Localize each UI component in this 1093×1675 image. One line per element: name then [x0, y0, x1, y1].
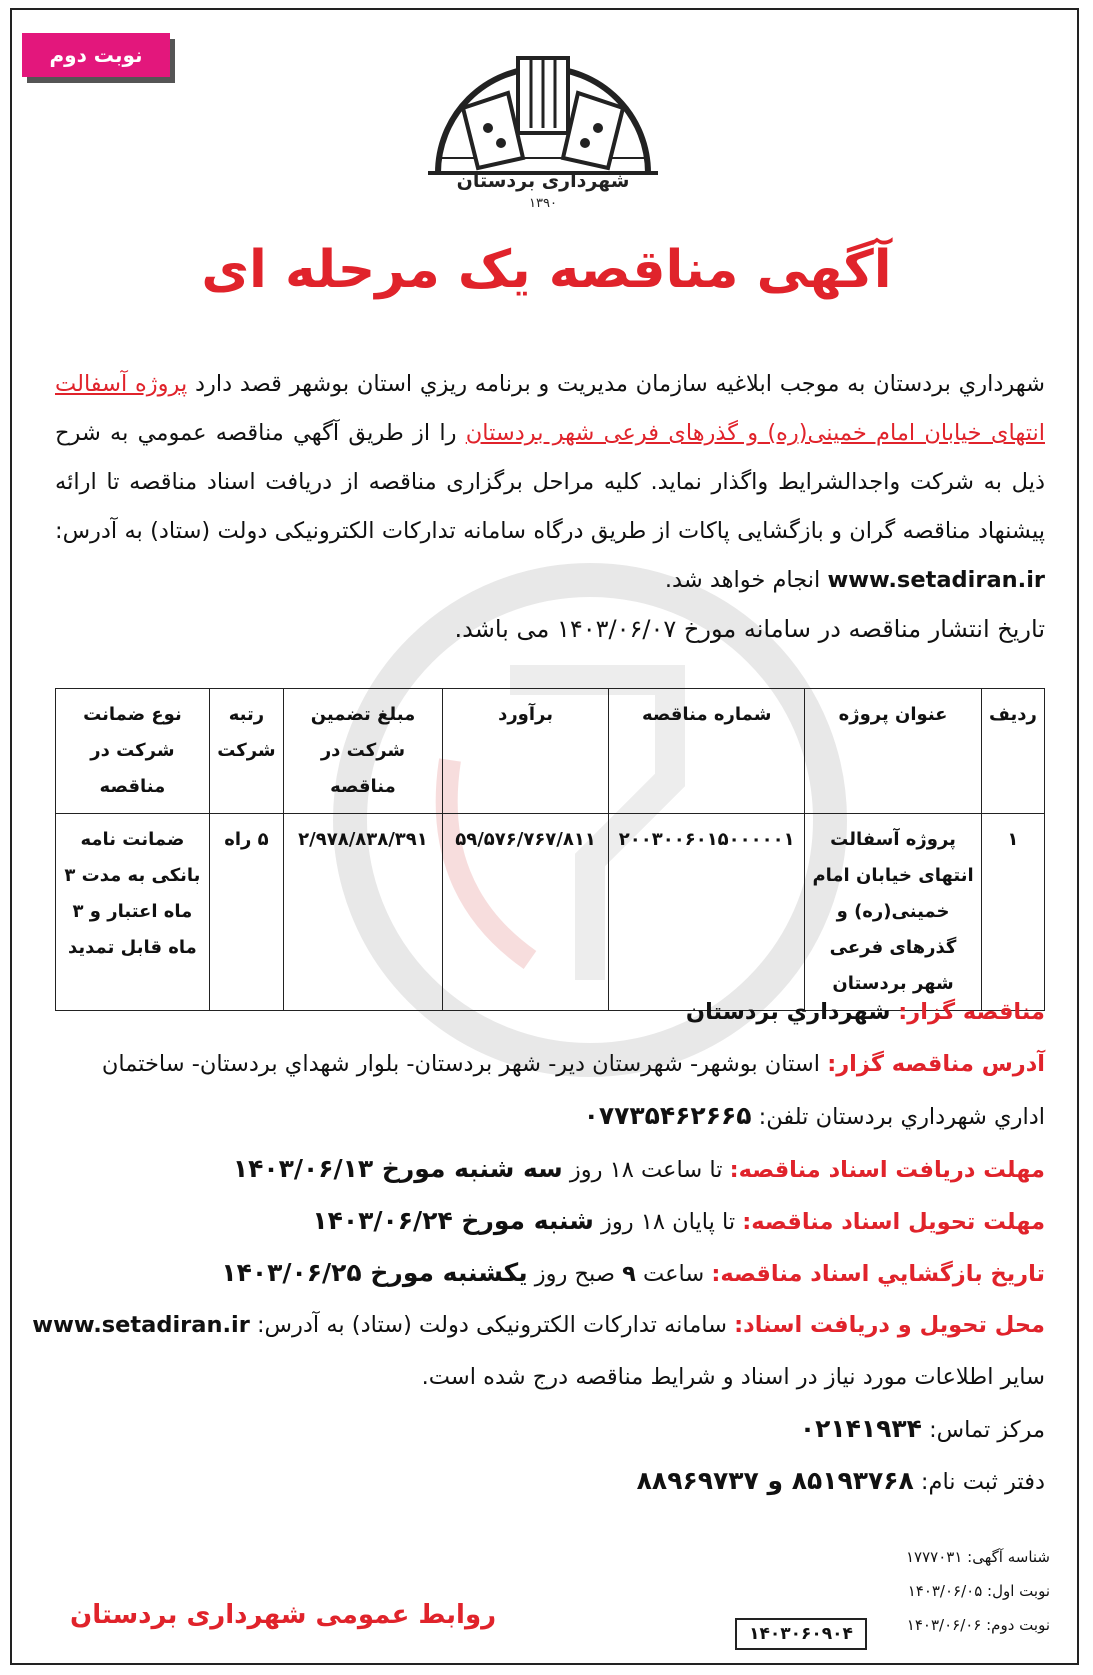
open-label: تاریخ بازگشايي اسناد مناقصه:	[711, 1261, 1045, 1287]
table-row	[56, 814, 1045, 1011]
second-round-badge: نوبت دوم	[22, 33, 170, 77]
address-row	[55, 1038, 1045, 1143]
register-row	[55, 1455, 1045, 1507]
ad-id: شناسه آگهی: ۱۷۷۷۰۳۱	[906, 1548, 1050, 1566]
registration-stamp: ۱۴۰۳۰۶۰۹۰۴	[735, 1618, 867, 1650]
page-title: آگهی مناقصه یک مرحله ای	[201, 240, 892, 300]
intro-text-2: را از طریق آگهي مناقصه عمومي به شرح ذیل به شرکت واجدالشرایط واگذار نماید. کلیه مراحل برگزاری مناقصه از دریافت اسناد مناقصه تا ارائه پیشنهاد مناقصه گران و بازگشایی پاکات از طریق درگاه سامانه تدارکات الکترونیکی دولت (ستاد) به آدرس:	[55, 420, 1045, 544]
deliver-label: مهلت تحویل اسناد مناقصه:	[742, 1209, 1045, 1235]
receive-value: تا ساعت ۱۸ روز	[562, 1157, 730, 1183]
intro-text-3: انجام خواهد شد.	[664, 567, 828, 593]
header-grade: رتبه شرکت	[209, 689, 283, 814]
publish-date: تاریخ انتشار مناقصه در سامانه مورخ ۱۴۰۳/۰۶/۰۷ می باشد.	[454, 615, 1045, 643]
other-info-row: سایر اطلاعات مورد نیاز در اسناد و شرایط مناقصه درج شده است.	[421, 1364, 1045, 1390]
intro-paragraph	[55, 360, 1045, 605]
address-value: استان بوشهر- شهرستان دیر- شهر بردستان- بلوار شهداي بردستان- ساختمان اداري شهرداري بردستان تلفن:	[101, 1051, 1045, 1130]
deliver-date: شنبه مورخ ۱۴۰۳/۰۶/۲۴	[312, 1206, 594, 1235]
header-tender-number: شماره مناقصه	[609, 689, 805, 814]
open-date: یکشنبه مورخ ۱۴۰۳/۰۶/۲۵	[221, 1258, 528, 1287]
receive-date: سه شنبه مورخ ۱۴۰۳/۰۶/۱۳	[232, 1154, 563, 1183]
place-value: سامانه تدارکات الکترونیکی دولت (ستاد) به آدرس:	[249, 1312, 735, 1338]
contact-label: مرکز تماس:	[921, 1417, 1045, 1443]
contact-value: ۰۲۱۴۱۹۳۴	[799, 1414, 922, 1443]
open-value: ساعت	[635, 1261, 712, 1287]
table-header-row	[56, 689, 1045, 814]
cell-estimate: ۵۹/۵۷۶/۷۶۷/۸۱۱	[442, 814, 608, 1011]
receive-deadline-row	[55, 1143, 1045, 1195]
register-value: ۸۵۱۹۳۷۶۸ و ۸۸۹۶۹۷۳۷	[636, 1466, 914, 1495]
open-hour: ۹	[622, 1261, 636, 1287]
deliver-deadline-row	[55, 1195, 1045, 1247]
place-label: محل تحویل و دریافت اسناد:	[734, 1312, 1045, 1338]
cell-grade: ۵ راه	[209, 814, 283, 1011]
intro-text-1: شهرداري بردستان به موجب ابلاغیه سازمان مدیریت و برنامه ریزي استان بوشهر قصد دارد	[187, 371, 1045, 397]
cell-tender-number: ۲۰۰۳۰۰۶۰۱۵۰۰۰۰۰۱	[609, 814, 805, 1011]
public-relations-signature: روابط عمومی شهرداری بردستان	[70, 1600, 497, 1630]
header-guarantee-type: نوع ضمانت شرکت در مناقصه	[56, 689, 210, 814]
place-url-link[interactable]: www.setadiran.ir	[32, 1312, 250, 1338]
header-estimate: برآورد	[442, 689, 608, 814]
receive-label: مهلت دریافت اسناد مناقصه:	[729, 1157, 1045, 1183]
second-round-date: نوبت دوم: ۱۴۰۳/۰۶/۰۶	[906, 1616, 1050, 1634]
header-guarantee-amount: مبلغ تضمین شرکت در مناقصه	[284, 689, 443, 814]
project-title-highlight: پروژه آسفالت انتهای خیابان امام خمینی(ره) و گذرهای فرعی شهر بردستان	[55, 371, 1045, 446]
first-round-date: نوبت اول: ۱۴۰۳/۰۶/۰۵	[907, 1582, 1050, 1600]
contact-row	[55, 1403, 1045, 1455]
cell-index: ۱	[981, 814, 1044, 1011]
intro-url-link[interactable]: www.setadiran.ir	[827, 567, 1045, 593]
deliver-value: تا پایان ۱۸ روز	[593, 1209, 743, 1235]
logo-year: ۱۳۹۰	[529, 196, 557, 211]
open-value-2: صبح روز	[527, 1261, 623, 1287]
register-label: دفتر ثبت نام:	[913, 1469, 1045, 1495]
phone-value: ۰۷۷۳۵۴۶۲۶۶۵	[583, 1101, 752, 1130]
cell-guarantee-amount: ۲/۹۷۸/۸۳۸/۳۹۱	[284, 814, 443, 1011]
tender-details	[32, 986, 1045, 1507]
cell-project-title: پروژه آسفالت انتهای خیابان امام خمینی(ره) و گذرهای فرعی شهر بردستان	[805, 814, 982, 1011]
header-index: ردیف	[981, 689, 1044, 814]
tender-table	[55, 688, 1045, 1011]
opening-date-row	[55, 1247, 1045, 1299]
logo-caption: شهرداری بردستان	[456, 170, 630, 192]
issuer-label: مناقصه گزار:	[898, 999, 1045, 1025]
address-label: آدرس مناقصه گزار:	[827, 1051, 1045, 1077]
place-row	[32, 1299, 1045, 1351]
cell-guarantee-type: ضمانت نامه بانکی به مدت ۳ ماه اعتبار و ۳ ماه قابل تمدید	[56, 814, 210, 1011]
header-project-title: عنوان پروژه	[805, 689, 982, 814]
issuer-row	[55, 986, 1045, 1038]
issuer-value: شهرداري بردستان	[685, 999, 899, 1025]
